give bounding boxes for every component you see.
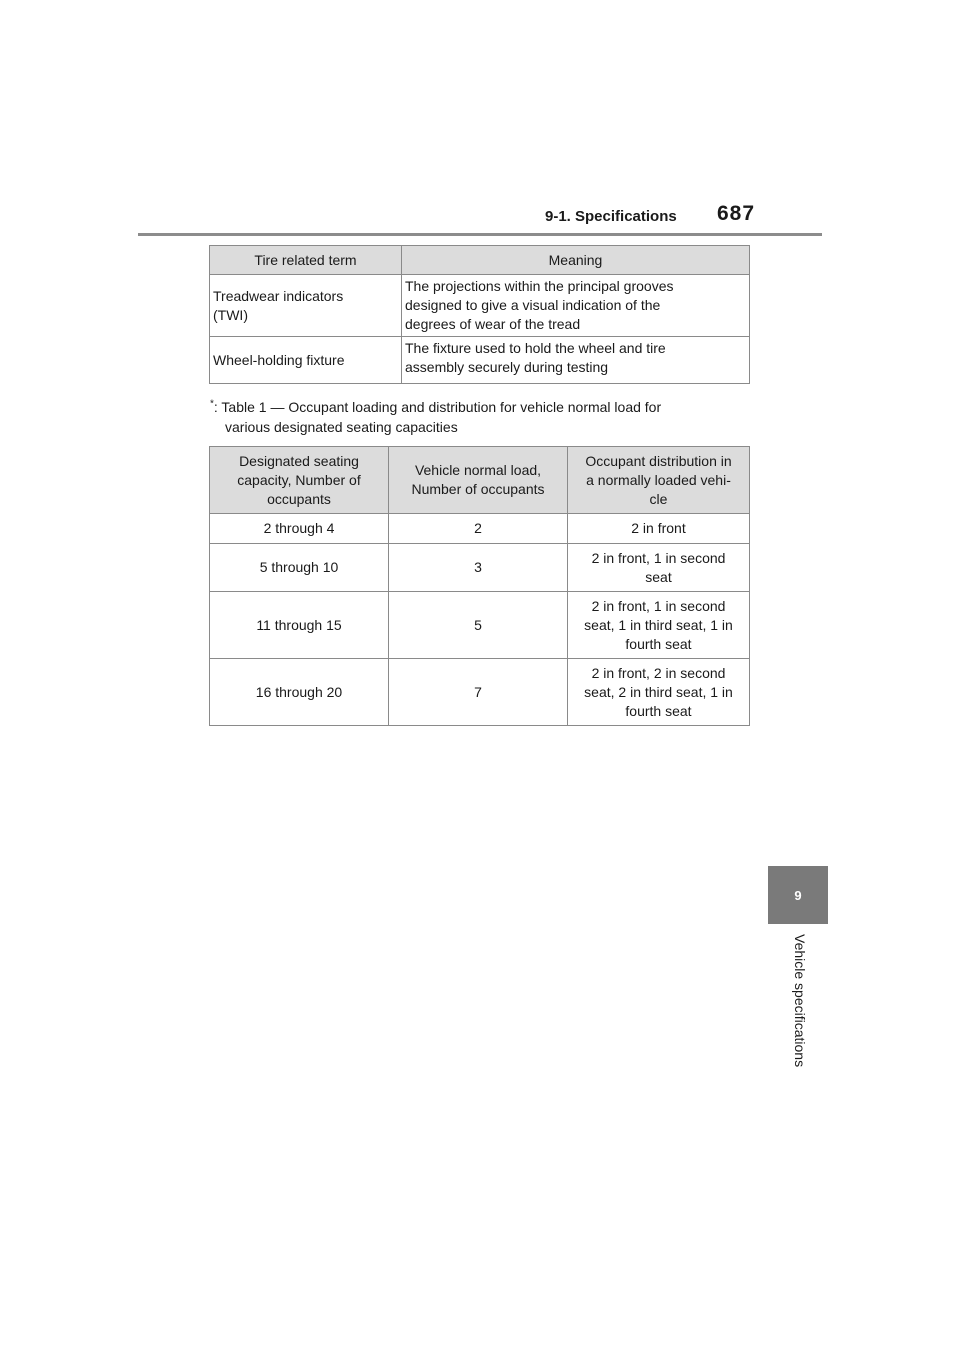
- meaning-line: assembly securely during testing: [405, 359, 609, 375]
- header-normal-load: [389, 447, 568, 514]
- header-seating-capacity: [210, 447, 389, 514]
- meaning-line: degrees of wear of the tread: [405, 316, 581, 332]
- capacity-cell: 5 through 10: [210, 544, 389, 592]
- meaning-line: The fixture used to hold the wheel and tire: [405, 340, 666, 356]
- meaning-line: The projections within the principal grooves: [405, 278, 674, 294]
- term-cell: [210, 275, 402, 337]
- normal-load-cell: 7: [389, 659, 568, 726]
- meaning-cell: [402, 337, 750, 384]
- header-line: Occupant distribution in: [585, 452, 732, 469]
- term-cell: [210, 337, 402, 384]
- normal-load-cell: 5: [389, 592, 568, 659]
- normal-load-cell: 2: [389, 514, 568, 544]
- capacity-cell: 11 through 15: [210, 592, 389, 659]
- table-row: [210, 275, 750, 337]
- distribution-line: seat, 2 in third seat, 1 in: [584, 683, 733, 700]
- distribution-line: seat, 1 in third seat, 1 in: [584, 616, 733, 633]
- header-line: Designated seating: [239, 452, 359, 469]
- distribution-line: seat: [645, 568, 672, 585]
- chapter-tab: [768, 866, 828, 924]
- distribution-line: 2 in front, 2 in second: [591, 664, 726, 681]
- distribution-line: 2 in front, 1 in second: [591, 597, 726, 614]
- distribution-line: fourth seat: [625, 702, 692, 719]
- footnote: [210, 397, 750, 437]
- header-line: Vehicle normal load,: [414, 462, 542, 478]
- header-meaning: Meaning: [402, 246, 750, 275]
- section-title: 9-1. Specifications: [545, 208, 677, 225]
- chapter-label: Vehicle specifications: [792, 934, 808, 1068]
- header-line: occupants: [267, 490, 331, 507]
- term-line: (TWI): [213, 306, 248, 323]
- occupant-loading-table: [209, 446, 750, 726]
- occupant-header-row: [210, 447, 750, 514]
- table-row: [210, 337, 750, 384]
- distribution-line: 2 in front: [631, 520, 686, 536]
- footnote-marker: *: [210, 398, 214, 410]
- distribution-line: 2 in front, 1 in second: [591, 549, 726, 566]
- table-row: [210, 659, 750, 726]
- normal-load-cell: 3: [389, 544, 568, 592]
- tire-terms-header-row: [210, 246, 750, 275]
- header-occupant-distribution: [568, 447, 750, 514]
- chapter-number: 9: [794, 887, 802, 903]
- meaning-line: designed to give a visual indication of the: [405, 297, 661, 313]
- distribution-line: fourth seat: [625, 635, 692, 652]
- header-line: cle: [649, 490, 668, 507]
- table-row: [210, 514, 750, 544]
- header-rule: [138, 233, 822, 236]
- distribution-cell: [568, 544, 750, 592]
- capacity-cell: 2 through 4: [210, 514, 389, 544]
- meaning-cell: [402, 275, 750, 337]
- capacity-cell: 16 through 20: [210, 659, 389, 726]
- footnote-line: various designated seating capacities: [225, 419, 458, 435]
- tire-terms-table: [209, 245, 750, 384]
- header-line: Number of occupants: [411, 481, 545, 497]
- term-line: Wheel-holding fixture: [213, 351, 345, 368]
- distribution-cell: [568, 592, 750, 659]
- table-row: [210, 544, 750, 592]
- header-line: a normally loaded vehi-: [586, 471, 731, 488]
- distribution-cell: [568, 514, 750, 544]
- term-line: Treadwear indicators: [213, 287, 344, 304]
- header-tire-term: Tire related term: [210, 246, 402, 275]
- footnote-line: : Table 1 — Occupant loading and distribution for vehicle normal load for: [213, 399, 662, 415]
- distribution-cell: [568, 659, 750, 726]
- header-line: capacity, Number of: [237, 471, 361, 488]
- page-number: 687: [717, 202, 756, 225]
- table-row: [210, 592, 750, 659]
